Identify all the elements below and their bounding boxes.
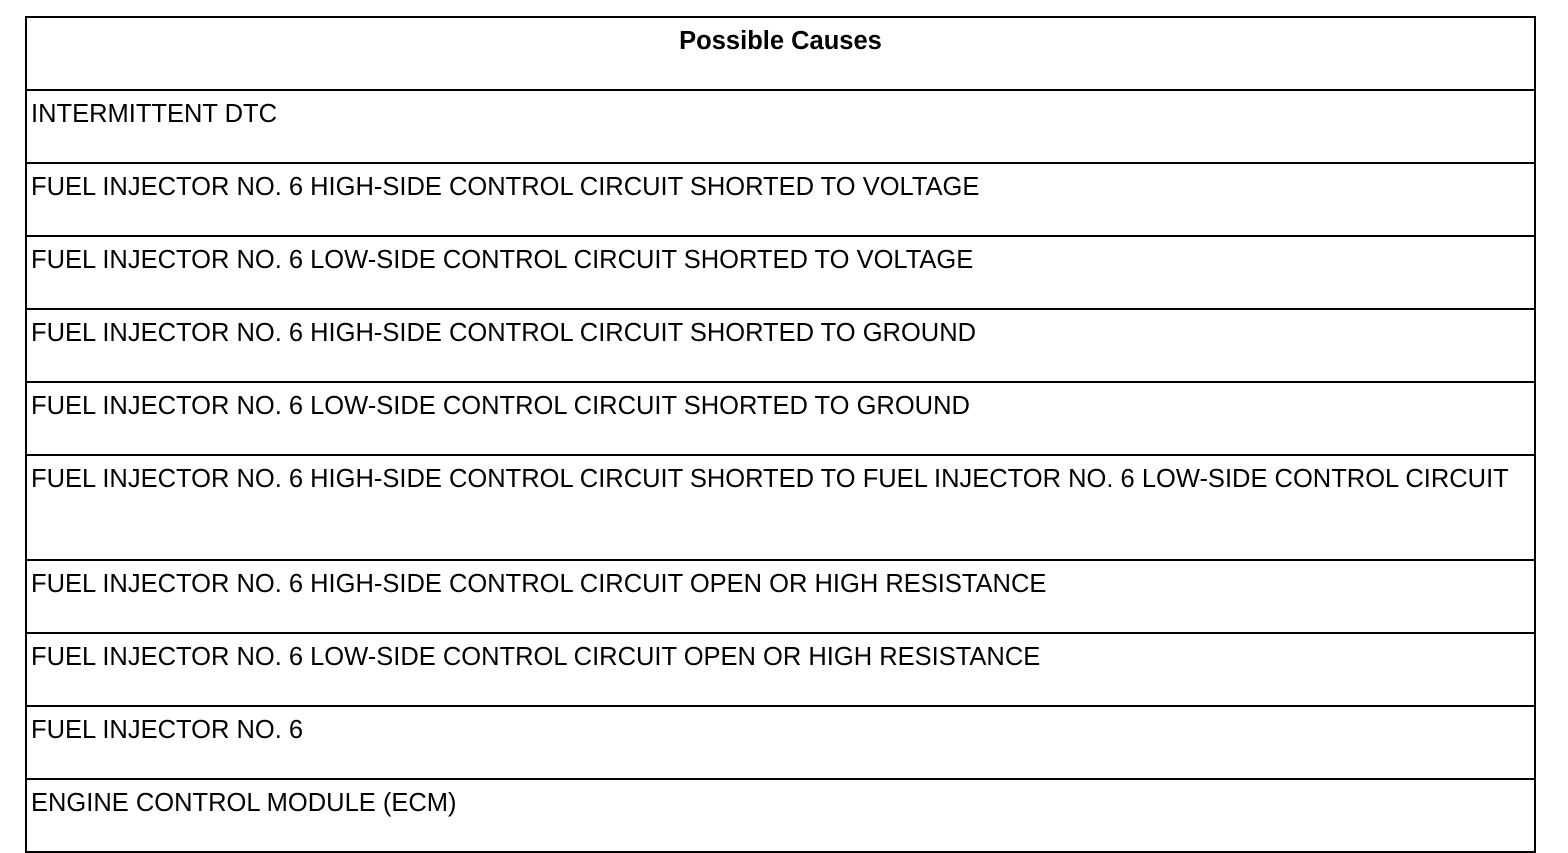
cause-cell: FUEL INJECTOR NO. 6 HIGH-SIDE CONTROL CIRCUIT SHORTED TO VOLTAGE xyxy=(26,163,1535,236)
cause-cell: FUEL INJECTOR NO. 6 HIGH-SIDE CONTROL CIRCUIT SHORTED TO GROUND xyxy=(26,309,1535,382)
cause-cell: INTERMITTENT DTC xyxy=(26,90,1535,163)
column-header-possible-causes: Possible Causes xyxy=(26,17,1535,90)
table-row xyxy=(26,163,1535,236)
table-row xyxy=(26,633,1535,706)
table-header-row xyxy=(26,17,1535,90)
possible-causes-table xyxy=(25,16,1536,853)
table-row xyxy=(26,382,1535,455)
table-row xyxy=(26,706,1535,779)
cause-cell: FUEL INJECTOR NO. 6 LOW-SIDE CONTROL CIRCUIT SHORTED TO GROUND xyxy=(26,382,1535,455)
cause-cell: ENGINE CONTROL MODULE (ECM) xyxy=(26,779,1535,852)
cause-cell: FUEL INJECTOR NO. 6 HIGH-SIDE CONTROL CIRCUIT OPEN OR HIGH RESISTANCE xyxy=(26,560,1535,633)
cause-cell: FUEL INJECTOR NO. 6 LOW-SIDE CONTROL CIRCUIT SHORTED TO VOLTAGE xyxy=(26,236,1535,309)
cause-cell: FUEL INJECTOR NO. 6 xyxy=(26,706,1535,779)
possible-causes-table-container xyxy=(25,16,1536,853)
table-row xyxy=(26,779,1535,852)
table-row xyxy=(26,309,1535,382)
table-row xyxy=(26,90,1535,163)
table-row xyxy=(26,455,1535,560)
cause-cell: FUEL INJECTOR NO. 6 LOW-SIDE CONTROL CIRCUIT OPEN OR HIGH RESISTANCE xyxy=(26,633,1535,706)
table-row xyxy=(26,236,1535,309)
table-row xyxy=(26,560,1535,633)
cause-cell: FUEL INJECTOR NO. 6 HIGH-SIDE CONTROL CIRCUIT SHORTED TO FUEL INJECTOR NO. 6 LOW-SIDE CONTROL CIRCUIT xyxy=(26,455,1535,560)
